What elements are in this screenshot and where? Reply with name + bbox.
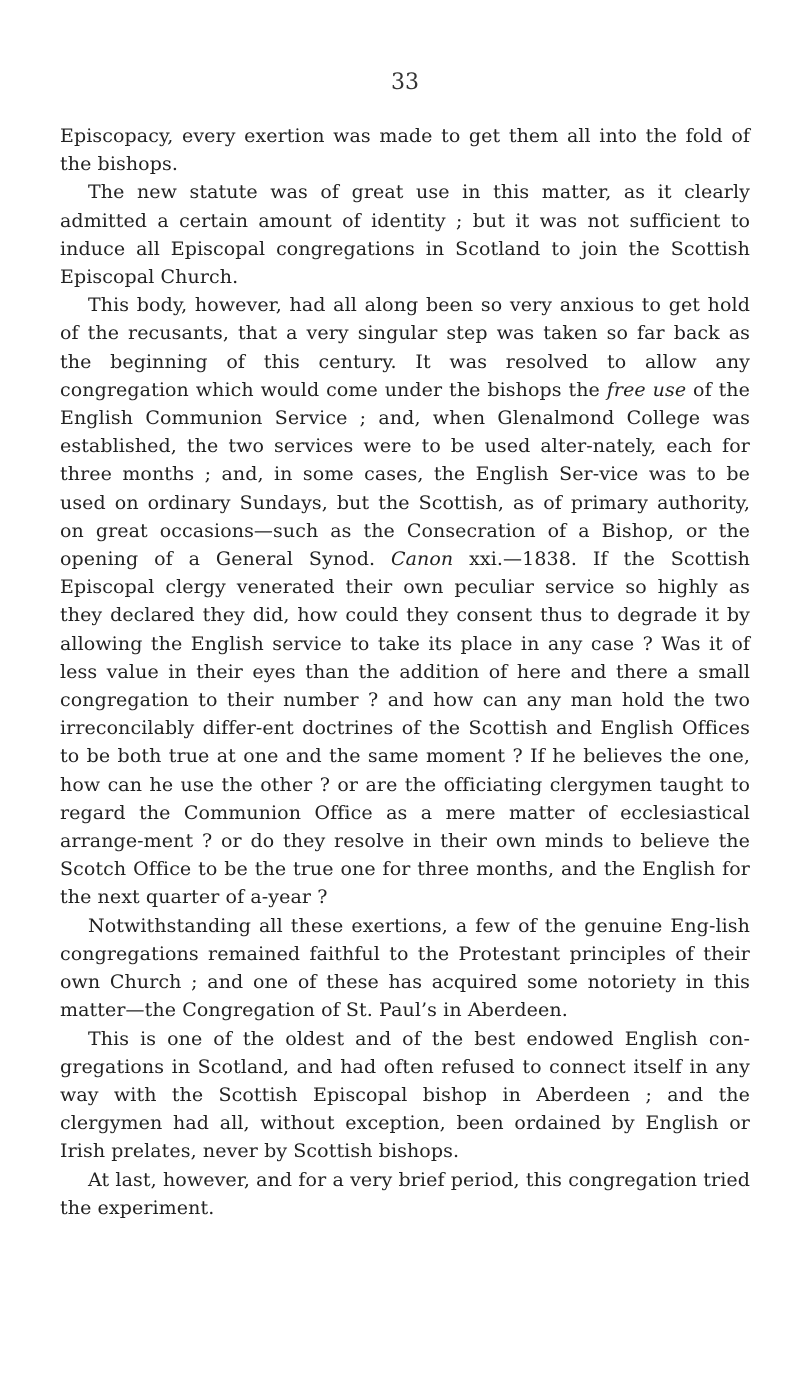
paragraph-3 <box>60 291 750 911</box>
paragraph-4-text: Notwithstanding all these exertions, a few of the genuine Eng-lish congregations remained faithful to the Protestant principles of their own Church ; and one of these has acquired some notoriety in this matter—the Congregation of St. Paul’s in Aberdeen. <box>60 914 750 1022</box>
paragraph-5 <box>60 1025 750 1166</box>
canon-emphasis: Canon <box>390 548 454 571</box>
paragraph-3-text-after-canon: xxi.—1838. If the Scottish Episcopal clergy venerated their own peculiar service so highly as they declared they did, how could they consent thus to degrade it by allowing the English service to take its place in any case ? Was it of less value in their eyes than the addition of here and there a small congregation to their number ? and how can any man hold the two irreconcilably differ-ent doctrines of the Scottish and English Offices to be both true at one and the same moment ? If he believes the one, how can he use the other ? or are the officiating clergymen taught to regard the Communion Office as a mere matter of ecclesiastical arrange-ment ? or do they resolve in their own minds to believe the Scotch Office to be the true one for three months, and the English for the next quarter of a-year ? <box>60 548 751 909</box>
paragraph-6-text: At last, however, and for a very brief period, this congregation tried the experiment. <box>60 1168 750 1219</box>
paragraph-4 <box>60 912 750 1025</box>
paragraph-1-text: Episcopacy, every exertion was made to get them all into the fold of the bishops. <box>60 125 750 176</box>
paragraph-2-text: The new statute was of great use in this matter, as it clearly admitted a certain amount of identity ; but it was not sufficient to induce all Episcopal congregations in Scotland to join the Scottish Episcopal Church. <box>60 181 750 289</box>
free-use-emphasis: free use <box>606 378 687 401</box>
body-text <box>60 122 750 1222</box>
paragraph-3-text-before-free-use: This body, however, had all along been so very anxious to get hold of the recusants, that a very singular step was taken so far back as the beginning of this century. It was resolved to allow any congregation which would come under the bishops the <box>60 294 750 401</box>
paragraph-3-text-after-free-use: of the English Communion Service ; and, when Glenalmond College was established, the two services were to be used alter-nately, each for three months ; and, in some cases, the English Ser-vice was to be used on ordinary Sundays, but the Scottish, as of primary authority, on great occasions—such as the Consecration of a Bishop, or the opening of a General Synod. <box>60 378 750 571</box>
paragraph-1 <box>60 122 750 178</box>
page-number: 33 <box>391 70 419 95</box>
paragraph-2 <box>60 178 750 291</box>
paragraph-5-text: This is one of the oldest and of the best endowed English con-gregations in Scotland, and had often refused to connect itself in any way with the Scottish Episcopal bishop in Aberdeen ; and the clergymen had all, without exception, been ordained by English or Irish prelates, never by Scottish bishops. <box>60 1027 750 1163</box>
paragraph-6 <box>60 1166 750 1222</box>
